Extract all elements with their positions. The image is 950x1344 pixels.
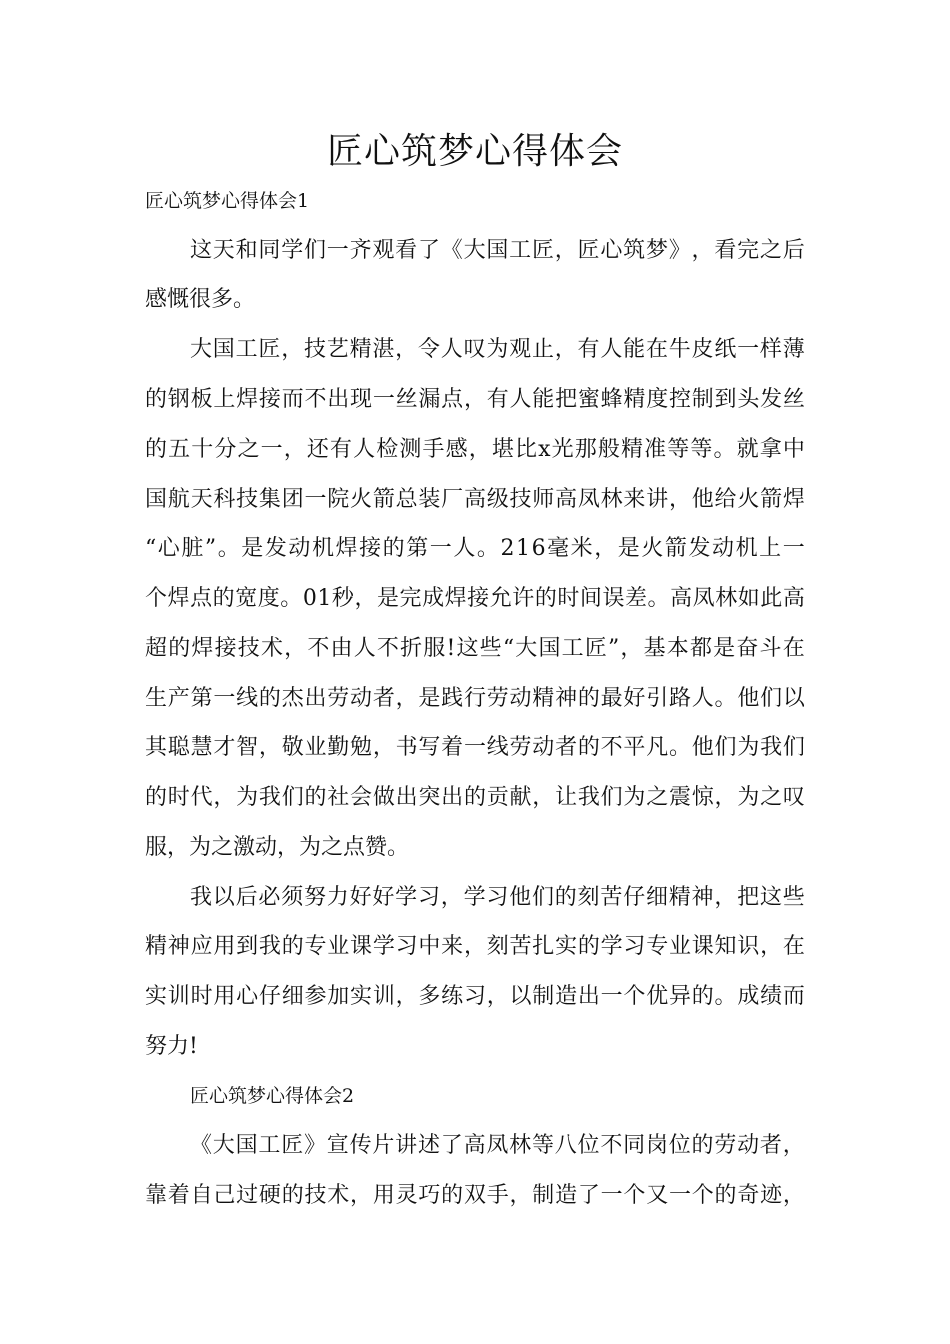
paragraph-line: 努力! [145, 1034, 198, 1059]
paragraph-line: 超 的 焊 接 技 术 ， 不 由 人 不 折 服 ! 这 些 “ 大 国 工 匠 ” ， 基 本 都 是 奋 斗 在 [145, 636, 805, 661]
paragraph-line: 的 五 十 分 之 一 ， 还 有 人 检 测 手 感 ， 堪 比 x 光 那 般 精 准 等 等 。 就 拿 中 [145, 437, 805, 462]
paragraph-line: “ 心 脏 ” 。 是 发 动 机 焊 接 的 第 一 人 。 2 1 6 毫 米 ， 是 火 箭 发 动 机 上 一 [145, 536, 805, 561]
paragraph-line: 其 聪 慧 才 智 ， 敬 业 勤 勉 ， 书 写 着 一 线 劳 动 者 的 不 平 凡 。 他 们 为 我 们 [145, 735, 805, 760]
paragraph-line: 大 国 工 匠 ， 技 艺 精 湛 ， 令 人 叹 为 观 止 ， 有 人 能 在 牛 皮 纸 一 样 薄 [190, 337, 805, 362]
section-heading-2: 匠心筑梦心得体会2 [190, 1085, 355, 1107]
paragraph-line: 个 焊 点 的 宽 度 。 0 1 秒 ， 是 完 成 焊 接 允 许 的 时 间 误 差 。 高 凤 林 如 此 高 [145, 586, 805, 611]
paragraph-line: 服，为之激动，为之点赞。 [145, 835, 410, 860]
paragraph-line: 这 天 和 同 学 们 一 齐 观 看 了 《 大 国 工 匠 ， 匠 心 筑 梦 》 ， 看 完 之 后 [190, 238, 805, 263]
document-title: 匠心筑梦心得体会 [326, 131, 623, 172]
paragraph-line: 感慨很多。 [145, 287, 256, 312]
paragraph-line: 的 时 代 ， 为 我 们 的 社 会 做 出 突 出 的 贡 献 ， 让 我 们 为 之 震 惊 ， 为 之 叹 [145, 785, 805, 810]
paragraph-line: 生 产 第 一 线 的 杰 出 劳 动 者 ， 是 践 行 劳 动 精 神 的 最 好 引 路 人 。 他 们 以 [145, 686, 805, 711]
paragraph-line: 实 训 时 用 心 仔 细 参 加 实 训 ， 多 练 习 ， 以 制 造 出 一 个 优 异 的 。 成 绩 而 [145, 984, 805, 1009]
section-heading-1: 匠心筑梦心得体会1 [145, 190, 310, 212]
paragraph-line: 精 神 应 用 到 我 的 专 业 课 学 习 中 来 ， 刻 苦 扎 实 的 学 习 专 业 课 知 识 ， 在 [145, 934, 805, 959]
paragraph-line: 靠 着 自 己 过 硬 的 技 术 ， 用 灵 巧 的 双 手 ， 制 造 了 一 个 又 一 个 的 奇 迹 ， [145, 1183, 805, 1208]
paragraph-line: 国 航 天 科 技 集 团 一 院 火 箭 总 装 厂 高 级 技 师 高 凤 林 来 讲 ， 他 给 火 箭 焊 [145, 487, 805, 512]
paragraph-line: 的 钢 板 上 焊 接 而 不 出 现 一 丝 漏 点 ， 有 人 能 把 蜜 蜂 精 度 控 制 到 头 发 丝 [145, 387, 805, 412]
paragraph-line: 我 以 后 必 须 努 力 好 好 学 习 ， 学 习 他 们 的 刻 苦 仔 细 精 神 ， 把 这 些 [190, 885, 805, 910]
paragraph-line: 《 大 国 工 匠 》 宣 传 片 讲 述 了 高 凤 林 等 八 位 不 同 岗 位 的 劳 动 者 ， [190, 1133, 805, 1158]
